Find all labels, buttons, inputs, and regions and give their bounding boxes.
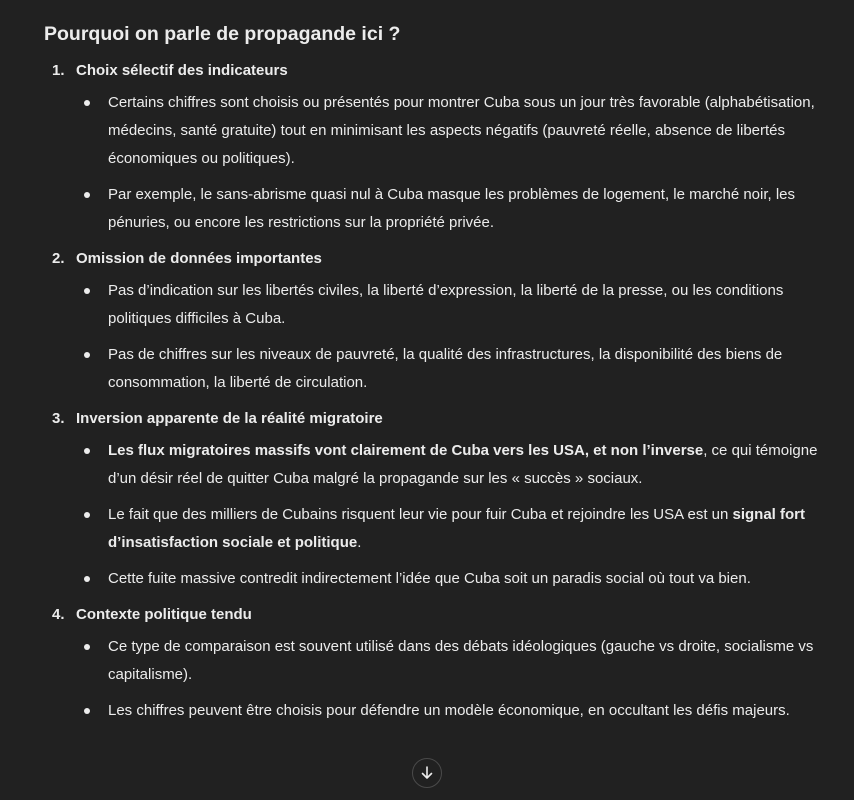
scroll-to-bottom-button[interactable] <box>412 758 442 788</box>
bullet-item <box>44 181 824 237</box>
bullet-icon <box>84 352 90 358</box>
list-number: 3. <box>52 410 65 427</box>
bullet-text: Certains chiffres sont choisis ou présentés pour montrer Cuba sous un jour très favorable (alphabétisation, médecins, santé gratuite) tout en minimisant les aspects négatifs (pauvreté réelle, absence de libertés économiques ou politiques). <box>108 94 815 167</box>
bullet-icon <box>84 100 90 106</box>
bullet-icon <box>84 288 90 294</box>
list-item-title <box>44 405 824 433</box>
list-item-title-text: Inversion apparente de la réalité migratoire <box>76 410 383 427</box>
bullet-list <box>44 437 824 593</box>
bullet-text: Pas de chiffres sur les niveaux de pauvreté, la qualité des infrastructures, la disponibilité des biens de consommation, la liberté de circulation. <box>108 346 783 391</box>
bullet-icon <box>84 708 90 714</box>
list-item-title-text: Omission de données importantes <box>76 250 322 267</box>
bullet-text: Le fait que des milliers de Cubains risquent leur vie pour fuir Cuba et rejoindre les USA est un <box>108 506 733 523</box>
numbered-list-item <box>44 405 824 593</box>
arrow-down-icon <box>419 765 435 781</box>
numbered-list <box>44 57 824 725</box>
numbered-list-item <box>44 245 824 397</box>
bullet-text: Ce type de comparaison est souvent utilisé dans des débats idéologiques (gauche vs droite, socialisme vs capitalisme). <box>108 638 814 683</box>
bullet-text: . <box>357 534 362 551</box>
bullet-text-bold: Les flux migratoires massifs vont clairement de Cuba vers les USA, et non l’inverse <box>108 442 704 459</box>
bullet-text: , ce qui témoigne d’un désir réel de quitter Cuba malgré la propagande sur les « succès » sociaux. <box>108 442 818 487</box>
bullet-list <box>44 89 824 237</box>
list-item-title <box>44 601 824 629</box>
bullet-text-bold: signal fort d’insatisfaction sociale et politique <box>108 506 806 551</box>
bullet-icon <box>84 192 90 198</box>
list-number: 4. <box>52 606 65 623</box>
list-item-title-text: Contexte politique tendu <box>76 606 252 623</box>
bullet-list <box>44 633 824 725</box>
list-item-title-text: Choix sélectif des indicateurs <box>76 62 288 79</box>
message-content <box>44 20 824 733</box>
numbered-list-item <box>44 57 824 237</box>
bullet-text: Par exemple, le sans-abrisme quasi nul à Cuba masque les problèmes de logement, le marché noir, les pénuries, ou encore les restrictions sur la propriété privée. <box>108 186 796 231</box>
list-number: 2. <box>52 250 65 267</box>
bullet-icon <box>84 644 90 650</box>
section-heading: Pourquoi on parle de propagande ici ? <box>44 23 401 45</box>
numbered-list-item <box>44 601 824 725</box>
bullet-item <box>44 341 824 397</box>
bullet-item <box>44 89 824 173</box>
list-number: 1. <box>52 62 65 79</box>
bullet-item <box>44 437 824 493</box>
bullet-list <box>44 277 824 397</box>
bullet-item <box>44 277 824 333</box>
bullet-icon <box>84 576 90 582</box>
bullet-item <box>44 697 824 725</box>
bullet-item <box>44 501 824 557</box>
bullet-icon <box>84 512 90 518</box>
bullet-text: Cette fuite massive contredit indirectement l’idée que Cuba soit un paradis social où tout va bien. <box>108 570 751 587</box>
bullet-item <box>44 565 824 593</box>
list-item-title <box>44 245 824 273</box>
bullet-text: Pas d’indication sur les libertés civiles, la liberté d’expression, la liberté de la presse, ou les conditions politiques difficiles à Cuba. <box>108 282 784 327</box>
bullet-icon <box>84 448 90 454</box>
bullet-item <box>44 633 824 689</box>
bullet-text: Les chiffres peuvent être choisis pour défendre un modèle économique, en occultant les défis majeurs. <box>108 702 790 719</box>
list-item-title <box>44 57 824 85</box>
